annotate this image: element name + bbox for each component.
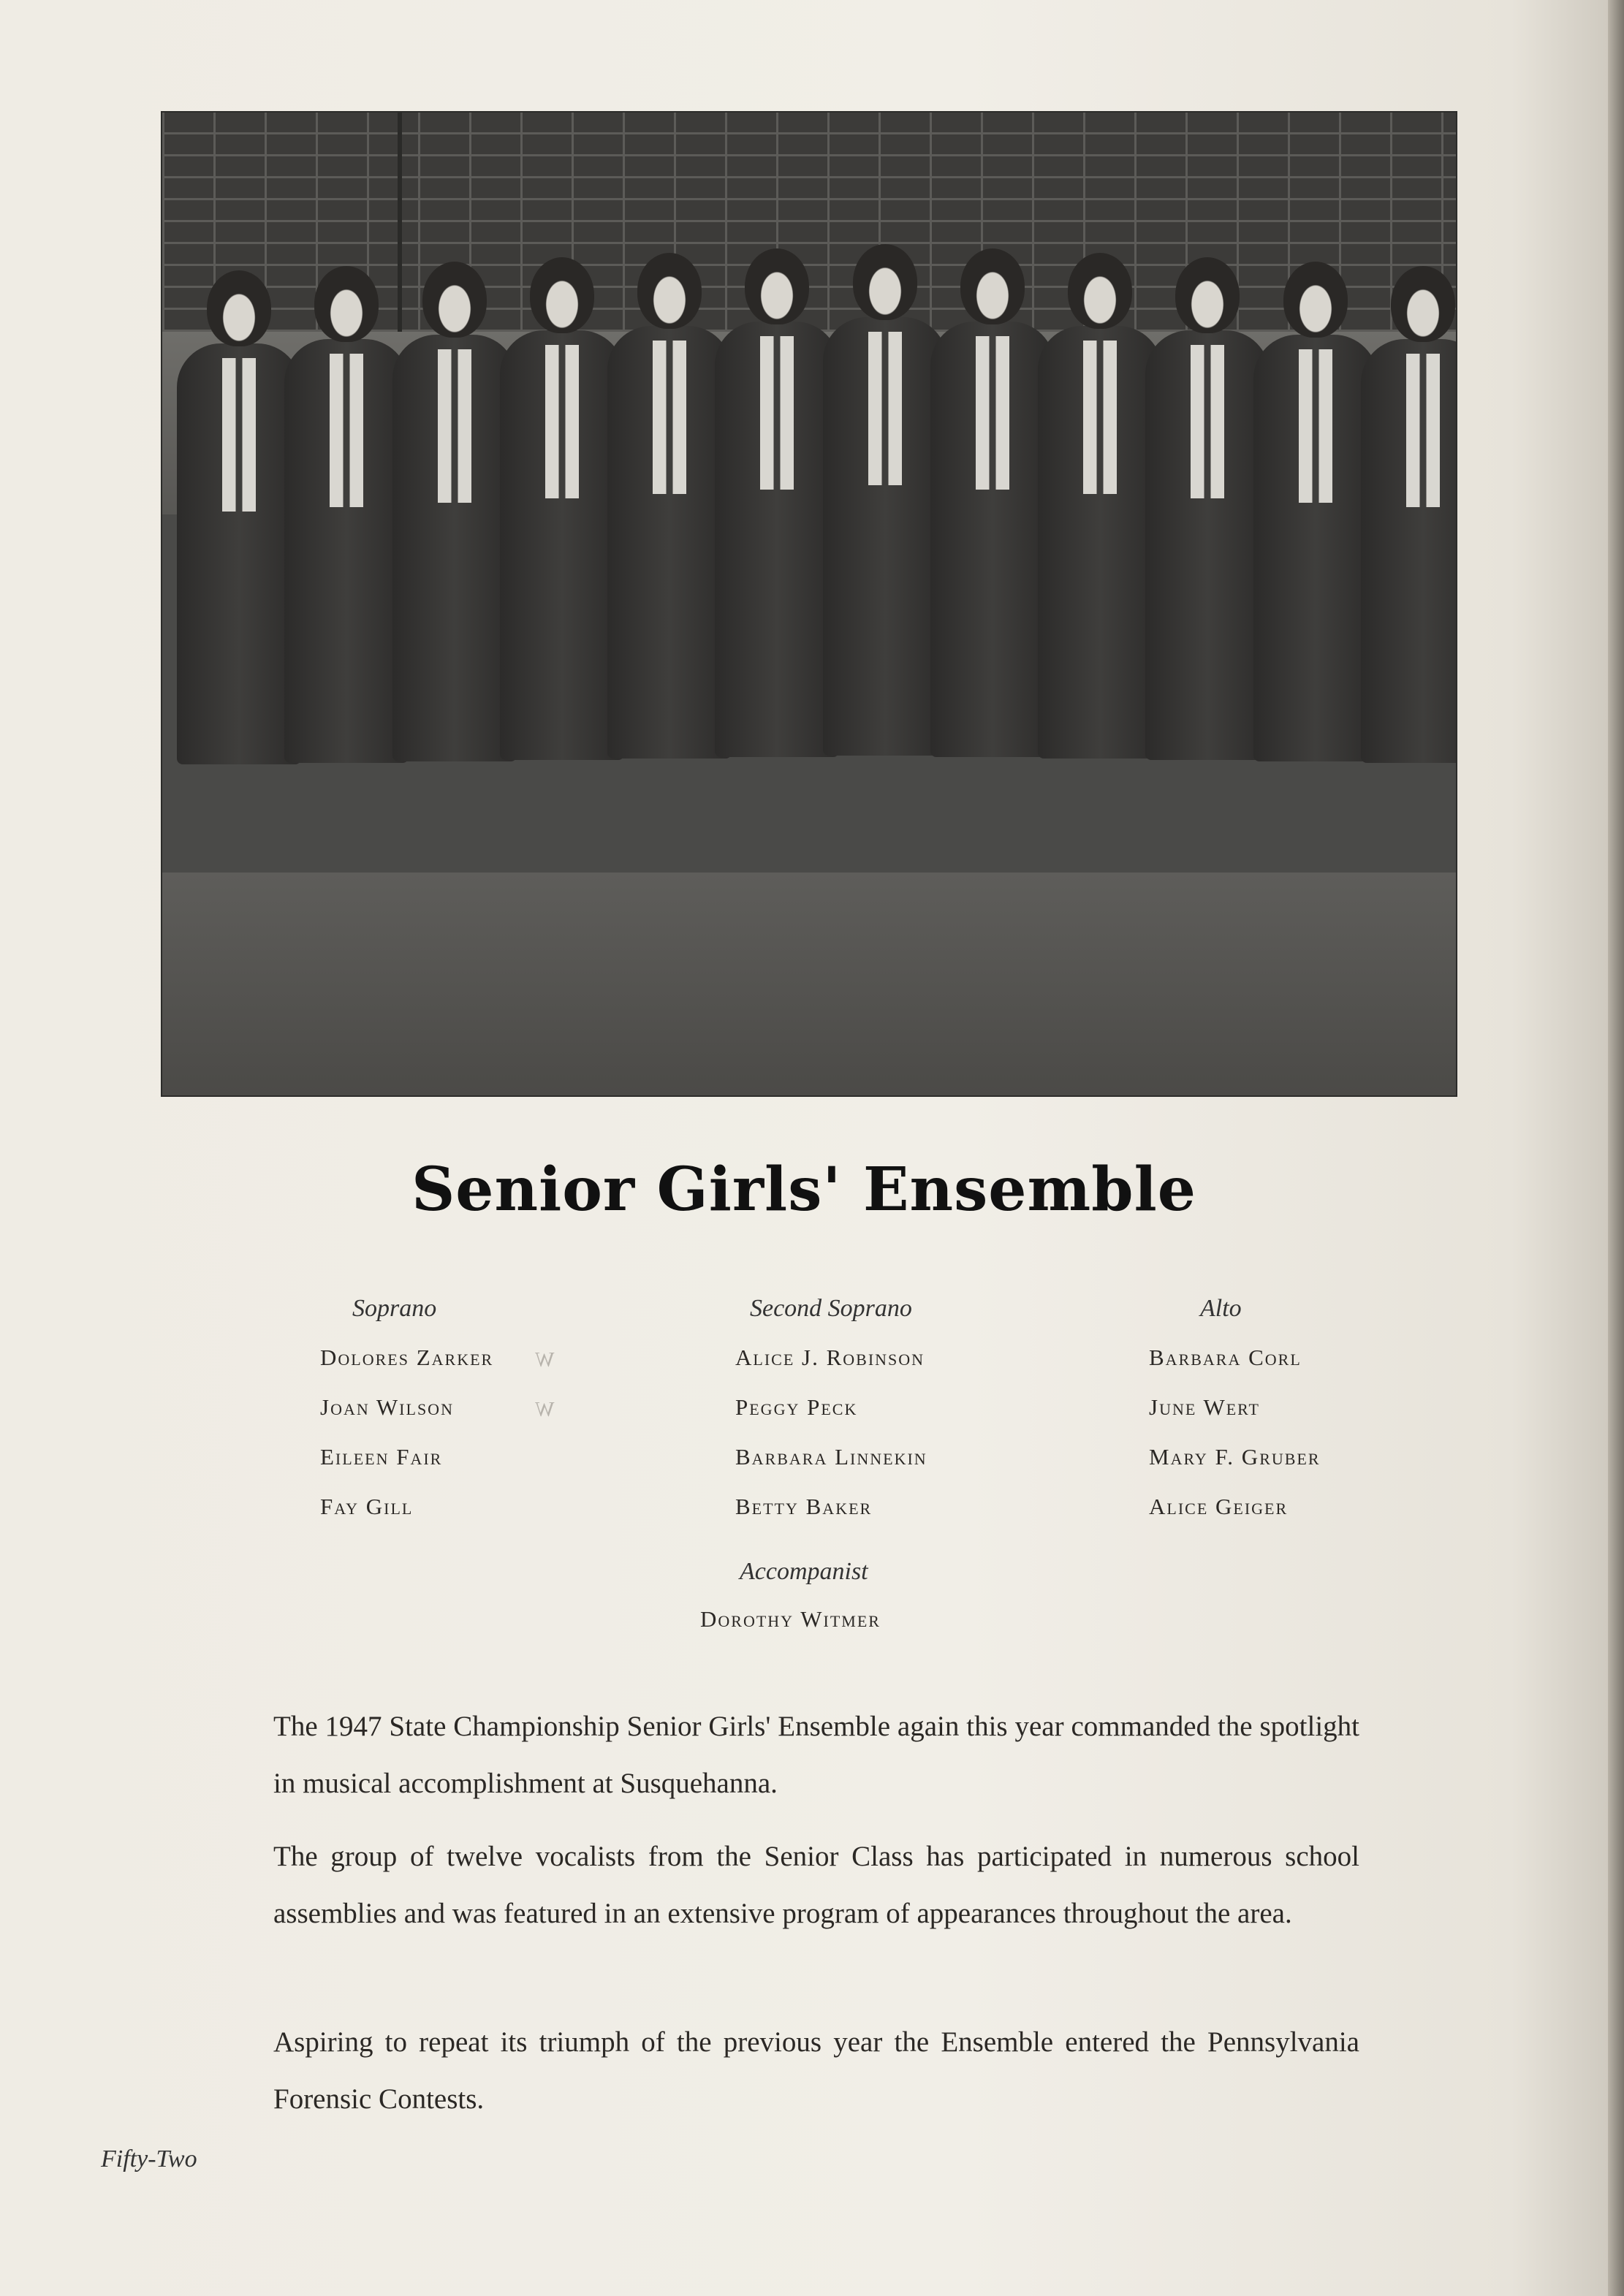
second-soprano-name: Barbara Linnekin <box>735 1444 927 1470</box>
alto-name: Alice Geiger <box>1149 1494 1289 1519</box>
show-through-text: W <box>534 1349 555 1372</box>
white-stole <box>760 336 794 490</box>
white-stole <box>330 354 363 507</box>
singers-group <box>162 113 1456 1095</box>
ensemble-photograph <box>162 113 1456 1095</box>
white-stole <box>1406 354 1440 507</box>
body-paragraph: Aspiring to repeat its triumph of the previous year the Ensemble entered the Pennsylvania Forensic Contests. <box>273 2026 1359 2115</box>
white-stole <box>222 358 256 512</box>
white-stole <box>545 345 579 498</box>
page-title: Senior Girls' Ensemble <box>411 1155 1196 1225</box>
show-through-text: W <box>534 1399 555 1421</box>
singer-head <box>853 244 917 320</box>
binding-edge <box>1608 0 1624 2296</box>
soprano-heading: Soprano <box>352 1295 437 1322</box>
accompanist-heading: Accompanist <box>740 1558 868 1585</box>
white-stole <box>976 336 1009 490</box>
soprano-name: Joan Wilson <box>320 1394 454 1420</box>
singer-head <box>745 248 809 324</box>
white-stole <box>438 349 471 503</box>
second-soprano-name: Betty Baker <box>735 1494 873 1519</box>
singer-head <box>960 248 1025 324</box>
singer-head <box>530 257 594 333</box>
singer-head <box>1175 257 1240 333</box>
page-number: Fifty-Two <box>101 2145 197 2173</box>
singer-head <box>637 253 702 329</box>
singer-head <box>1391 266 1455 342</box>
white-stole <box>1299 349 1332 503</box>
body-paragraph: The group of twelve vocalists from the Senior Class has participated in numerous school assemblies and was featured in an extensive program of appearances throughout the area. <box>273 1841 1359 1929</box>
second-soprano-heading: Second Soprano <box>750 1295 912 1322</box>
accompanist-name: Dorothy Witmer <box>700 1606 881 1632</box>
soprano-name: Dolores Zarker <box>320 1345 494 1370</box>
singer-head <box>1283 262 1348 338</box>
soprano-name: Fay Gill <box>320 1494 414 1519</box>
singer-head <box>1068 253 1132 329</box>
alto-heading: Alto <box>1200 1295 1242 1322</box>
body-paragraph: The 1947 State Championship Senior Girls' Ensemble again this year commanded the spotlight in musical accomplishment at Susquehanna. <box>273 1711 1359 1799</box>
singer-head <box>314 266 379 342</box>
singer-head <box>422 262 487 338</box>
alto-name: Mary F. Gruber <box>1149 1444 1321 1470</box>
white-stole <box>1083 341 1117 494</box>
second-soprano-name: Peggy Peck <box>735 1394 858 1420</box>
alto-name: June Wert <box>1149 1394 1260 1420</box>
soprano-name: Eileen Fair <box>320 1444 443 1470</box>
white-stole <box>653 341 686 494</box>
white-stole <box>1191 345 1224 498</box>
alto-name: Barbara Corl <box>1149 1345 1302 1370</box>
second-soprano-name: Alice J. Robinson <box>735 1345 925 1370</box>
white-stole <box>868 332 902 485</box>
singer-head <box>207 270 271 346</box>
